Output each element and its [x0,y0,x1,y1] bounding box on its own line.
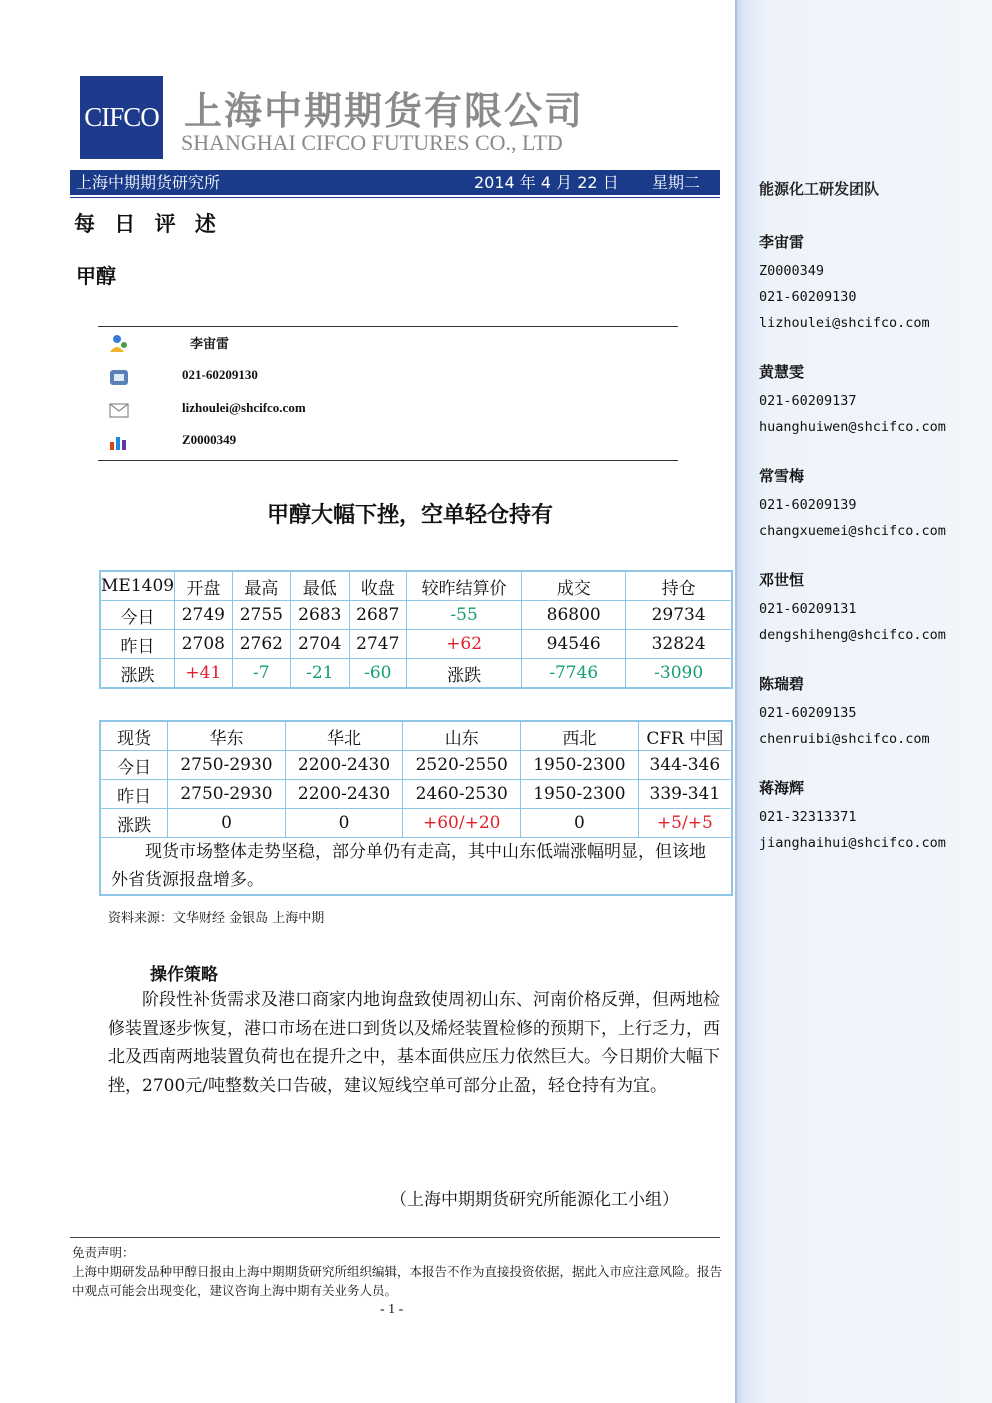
member-email[interactable]: huanghuiwen@shcifco.com [759,419,946,435]
team-member [759,777,946,856]
strategy-text: 阶段性补货需求及港口商家内地询盘致使周初山东、河南价格反弹，但两地检修装置逐步恢复，港口市场在进口到货以及烯烃装置检修的预期下，上行乏力，西北及西南两地装置负荷也在提升之中，基本面供应压力依然巨大。今日期价大幅下挫，2700元/吨整数关口告破，建议短线空单可部分止盈，轻仓持有为宜。 [108,990,720,1096]
disclaimer-text: 上海中期研发品种甲醇日报由上海中期期货研究所组织编辑，本报告不作为直接投资依据，据此入市应注意风险。报告中观点可能会出现变化，建议咨询上海中期有关业务人员。 [72,1264,723,1298]
spot-note [100,838,732,896]
member-name: 邓世恒 [759,571,805,589]
table-cell: 2520-2550 [403,751,521,780]
table-row [100,630,732,659]
member-email[interactable]: dengshiheng@shcifco.com [759,627,946,643]
author-email[interactable]: lizhoulei@shcifco.com [182,400,306,415]
table-row [100,809,732,838]
team-member [759,231,930,336]
table-cell: 86800 [522,601,626,630]
disclaimer-divider [70,1237,720,1238]
member-license: Z0000349 [759,263,825,279]
table-cell: 0 [285,809,403,838]
member-phone: 021-32313371 [759,809,857,825]
member-email[interactable]: changxuemei@shcifco.com [759,523,946,539]
spot-table [99,720,733,896]
table-cell: 1950-2300 [521,780,639,809]
table-cell: 昨日 [100,780,168,809]
table-cell: 涨跌 [100,659,175,689]
member-email[interactable]: chenruibi@shcifco.com [759,731,930,747]
table-cell: 29734 [626,601,732,630]
page-number: - 1 - [380,1302,404,1317]
company-name-cn: 上海中期期货有限公司 [184,89,585,133]
table-header: 成交 [522,571,626,601]
member-phone: 021-60209137 [759,393,857,409]
table-header: 最低 [291,571,349,601]
member-phone: 021-60209139 [759,497,857,513]
table-cell: 0 [521,809,639,838]
signature: （上海中期期货研究所能源化工小组） [390,1190,679,1210]
table-cell: -7 [232,659,290,689]
author-phone-row [98,365,678,391]
member-name: 陈瑞碧 [759,675,805,693]
table-cell: 339-341 [638,780,732,809]
table-header: 收盘 [349,571,407,601]
institute-name: 上海中期期货研究所 [76,173,221,192]
table-cell: -3090 [626,659,732,689]
table-cell: 2704 [291,630,349,659]
author-license: Z0000349 [182,432,237,447]
table-cell: 2762 [232,630,290,659]
disclaimer [72,1243,722,1300]
table-cell: -21 [291,659,349,689]
section-title: 每 日 评 述 [74,211,222,236]
table-row [100,751,732,780]
table-cell: +60/+20 [403,809,521,838]
person-icon [108,333,130,353]
table-cell: 0 [168,809,286,838]
product-name: 甲醇 [76,264,116,288]
table-header: 较昨结算价 [407,571,522,601]
table-header-row [100,721,732,751]
table-cell: 1950-2300 [521,751,639,780]
table-header: 持仓 [626,571,732,601]
table-cell: 涨跌 [100,809,168,838]
report-headline: 甲醇大幅下挫，空单轻仓持有 [266,503,553,528]
table-cell: 2200-2430 [285,751,403,780]
table-header: 华北 [285,721,403,751]
table-header: 西北 [521,721,639,751]
author-name: 李宙雷 [190,337,230,352]
table-header-row [100,571,732,601]
team-title: 能源化工研发团队 [759,180,880,198]
chart-icon [108,432,130,452]
member-name: 黄慧雯 [759,363,805,381]
team-member [759,673,930,752]
header-divider [70,197,720,198]
table-cell: +62 [407,630,522,659]
futures-table [99,570,733,689]
phone-icon [108,367,130,387]
table-header: 最高 [232,571,290,601]
strategy-title: 操作策略 [150,965,218,985]
table-cell: 2750-2930 [168,751,286,780]
mail-icon [108,400,130,420]
table-cell: +41 [175,659,233,689]
table-cell: -55 [407,601,522,630]
member-name: 李宙雷 [759,233,805,251]
member-phone: 021-60209130 [759,289,857,305]
table-cell: 2200-2430 [285,780,403,809]
company-name-en: SHANGHAI CIFCO FUTURES CO., LTD [181,130,563,155]
report-weekday: 星期二 [652,173,701,192]
member-name: 常雪梅 [759,467,805,485]
company-logo: CIFCO [80,76,163,159]
table-cell: 2687 [349,601,407,630]
table-header: CFR 中国 [638,721,732,751]
table-header: 现货 [100,721,168,751]
table-cell: 344-346 [638,751,732,780]
table-cell: 2708 [175,630,233,659]
member-email[interactable]: jianghaihui@shcifco.com [759,835,946,851]
table-cell: 涨跌 [407,659,522,689]
table-cell: 2683 [291,601,349,630]
member-phone: 021-60209131 [759,601,857,617]
author-license-row [98,430,678,456]
author-name-row [98,331,678,357]
team-member [759,569,946,648]
table-row [100,601,732,630]
table-cell: 94546 [522,630,626,659]
table-header: ME1409 [100,571,175,601]
team-member [759,361,946,440]
table-cell: 今日 [100,601,175,630]
table-cell: 2755 [232,601,290,630]
table-header: 开盘 [175,571,233,601]
author-phone: 021-60209130 [182,367,258,382]
table-cell: 2460-2530 [403,780,521,809]
author-email-row [98,398,678,424]
table-cell: 今日 [100,751,168,780]
table-header: 山东 [403,721,521,751]
table-row [100,780,732,809]
data-source: 资料来源：文华财经 金银岛 上海中期 [108,911,325,926]
table-cell: 昨日 [100,630,175,659]
table-cell: +5/+5 [638,809,732,838]
author-info [98,326,678,461]
member-phone: 021-60209135 [759,705,857,721]
spot-note-text: 现货市场整体走势坚稳，部分单仍有走高，其中山东低端涨幅明显，但该地外省货源报盘增多。 [111,842,706,890]
member-email[interactable]: lizhoulei@shcifco.com [759,315,930,331]
table-cell: 32824 [626,630,732,659]
table-cell: -60 [349,659,407,689]
table-note-row [100,838,732,896]
table-cell: -7746 [522,659,626,689]
report-date: 2014 年 4 月 22 日 [474,173,619,192]
table-header: 华东 [168,721,286,751]
disclaimer-title: 免责声明： [72,1245,135,1260]
table-row [100,659,732,689]
table-cell: 2750-2930 [168,780,286,809]
member-name: 蒋海辉 [759,779,805,797]
table-cell: 2747 [349,630,407,659]
report-header-bar [70,170,720,195]
table-cell: 2749 [175,601,233,630]
